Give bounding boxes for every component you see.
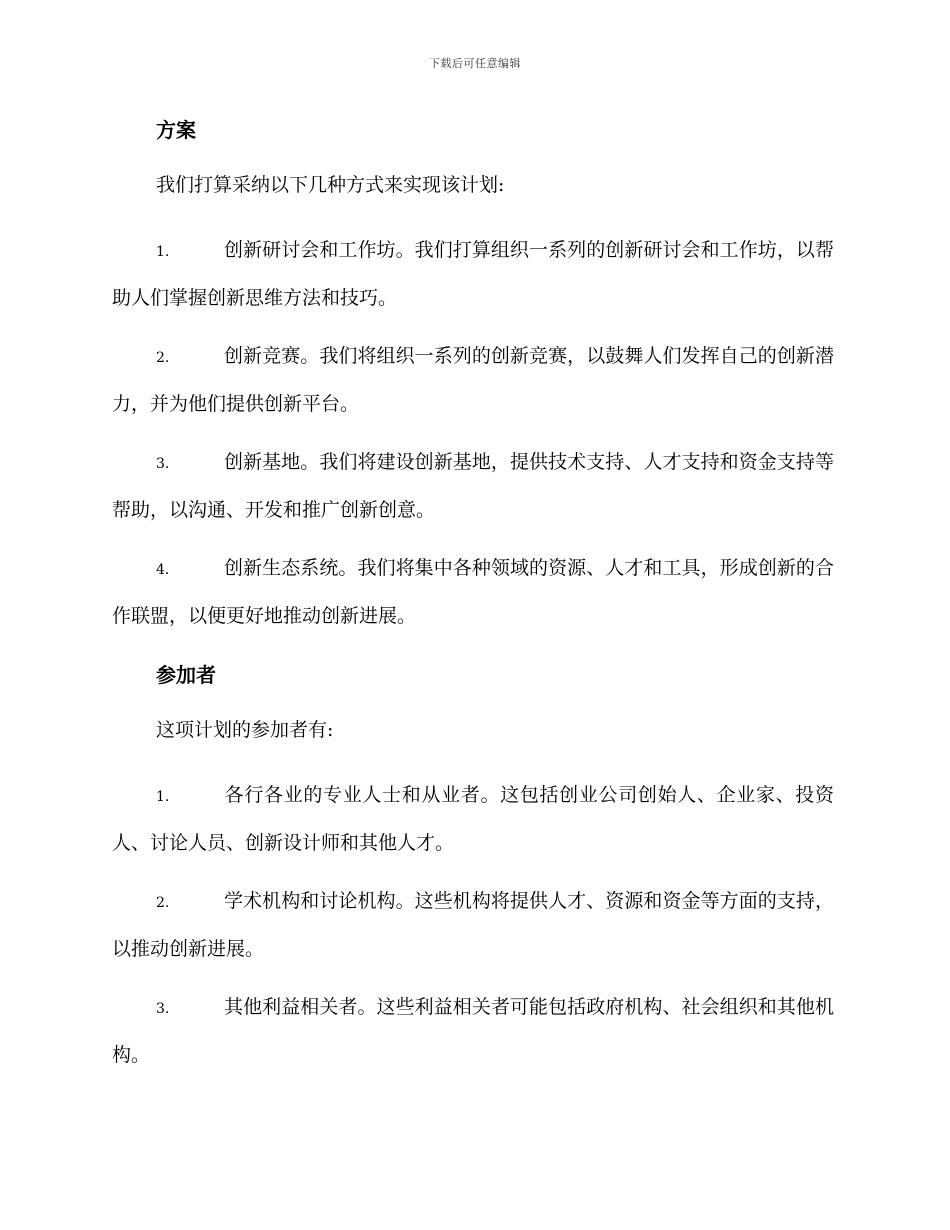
list-item-text: 其他利益相关者。这些利益相关者可能包括政府机构、社会组织和其他机构。 — [112, 996, 834, 1066]
list-item-text: 创新竞赛。我们将组织一系列的创新竞赛，以鼓舞人们发挥自己的创新潜力，并为他们提供创新平台。 — [112, 345, 834, 415]
list-item-number: 3. — [156, 456, 170, 472]
header-note: 下载后可任意编辑 — [429, 57, 521, 70]
list-item-number: 1. — [156, 244, 170, 260]
list-item-text: 创新生态系统。我们将集中各种领域的资源、人才和工具，形成创新的合作联盟，以便更好地推动创新进展。 — [112, 557, 834, 627]
list-item-number: 4. — [156, 562, 170, 578]
section-heading-plan: 方案 — [156, 118, 196, 142]
list-item — [112, 878, 834, 972]
list-item-number: 1. — [156, 789, 170, 805]
list-item-text: 创新研讨会和工作坊。我们打算组织一系列的创新研讨会和工作坊，以帮助人们掌握创新思维方法和技巧。 — [112, 239, 834, 309]
section-heading-participants: 参加者 — [156, 663, 216, 687]
list-item-text: 创新基地。我们将建设创新基地，提供技术支持、人才支持和资金支持等帮助，以沟通、开发和推广创新创意。 — [112, 451, 834, 521]
list-item — [112, 439, 834, 533]
list-item — [112, 227, 834, 321]
list-item — [112, 772, 834, 866]
list-item-text: 各行各业的专业人士和从业者。这包括创业公司创始人、企业家、投资人、讨论人员、创新设计师和其他人才。 — [112, 784, 834, 854]
list-item-number: 3. — [156, 1001, 170, 1017]
section-intro-participants: 这项计划的参加者有: — [156, 719, 334, 741]
list-item — [112, 545, 834, 639]
list-item-text: 学术机构和讨论机构。这些机构将提供人才、资源和资金等方面的支持，以推动创新进展。 — [112, 890, 834, 960]
list-item — [112, 333, 834, 427]
section-intro-plan: 我们打算采纳以下几种方式来实现该计划: — [156, 174, 505, 196]
document-body — [112, 110, 834, 1090]
list-item-number: 2. — [156, 895, 170, 911]
list-item — [112, 984, 834, 1078]
list-item-number: 2. — [156, 350, 170, 366]
